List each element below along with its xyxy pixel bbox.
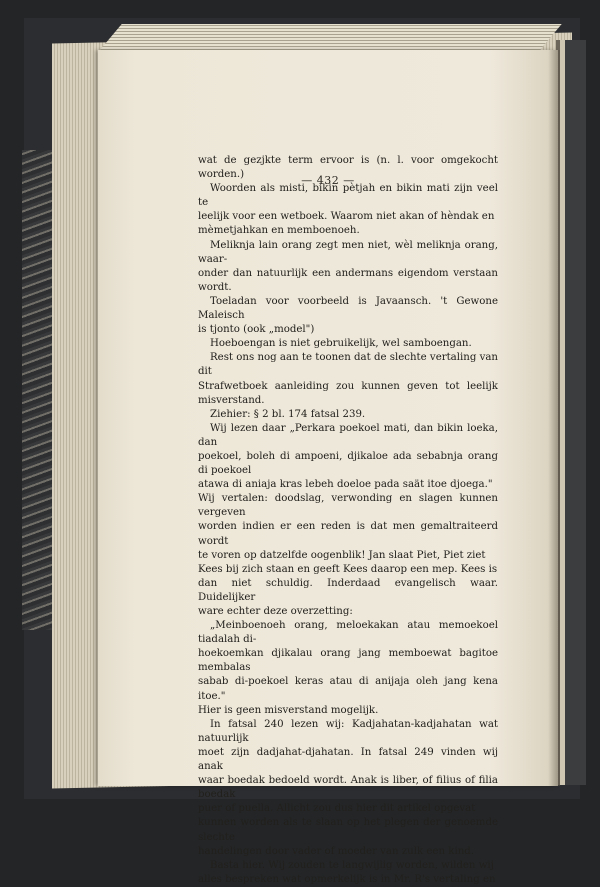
text-line: moet zijn dadjahat-djahatan. In fatsal 249 vinden wij anak: [198, 746, 498, 773]
page-number: — 432 —: [301, 174, 355, 187]
text-line: leelijk voor een wetboek. Waarom niet akan of hèndak en: [198, 211, 495, 223]
text-line: mèmetjahkan en memboenoeh.: [198, 225, 360, 237]
text-line: ware echter deze overzetting:: [198, 606, 353, 617]
text-line: Ziehier: § 2 bl. 174 fatsal 239.: [210, 408, 366, 420]
text-line: Rest ons nog aan te toonen dat de slechte vertaling van dit: [198, 352, 498, 378]
text-line: Wij vertalen: doodslag, verwonding en slagen kunnen vergeven: [198, 493, 498, 519]
text-line: kunnen worden als te slaan op het plegen der genoemde slechte: [198, 817, 498, 843]
text-line: alles bespreken wat opmerkelijk is in Mr. R's vertaling en: [198, 873, 496, 885]
text-line: wat de gezjkte term ervoor is (n. l. voor omgekocht worden.): [198, 155, 498, 181]
text-line: sabab di-poekoel keras atau di anijaja oleh jang kena itoe.": [198, 676, 498, 702]
text-line: worden indien er een reden is dat men gemaltraiteerd wordt: [198, 521, 498, 547]
text-line: waar boedak bedoeld wordt. Anak is liber, of filius of filia boedak: [198, 775, 498, 801]
text-line: Toeladan voor voorbeeld is Javaansch. 't Gewone Maleisch: [198, 295, 498, 322]
text-line: poekoel, boleh di ampoeni, djikaloe ada sebabnja orang di poekoel: [198, 450, 498, 477]
text-line: atawa di aniaja kras lebeh doeloe pada saät itoe djoega.": [198, 479, 493, 491]
text-line: Strafwetboek aanleiding zou kunnen geven tot leelijk misverstand.: [198, 380, 498, 406]
text-line: puer of puella. Allicht zou dus hier dit artikel opgevat: [198, 803, 476, 815]
text-line: Hoeboengan is niet gebruikelijk, wel samboengan.: [210, 338, 472, 350]
text-line: handelingen door vader of moeder van zulk een kind.: [198, 845, 475, 857]
book-spine-edge: [22, 150, 56, 630]
text-line: dan niet schuldig. Inderdaad evangelisch waar. Duidelijker: [198, 577, 498, 603]
text-line: „Meinboenoeh orang, meloekakan atau memoekoel tiadalah di-: [198, 620, 498, 646]
text-line: Woorden als misti, bikin pètjah en bikin mati zijn veel te: [198, 183, 498, 209]
text-line: te voren op datzelfde oogenblik! Jan slaat Piet, Piet ziet: [198, 549, 486, 561]
page-top-edges: [98, 24, 561, 52]
page-body-text: [198, 154, 498, 887]
text-line: is tjonto (ook „model"): [198, 324, 315, 336]
text-line: Basta hier. Wij zouden te langwijlig worden, wilden wij: [210, 859, 494, 871]
page-gutter-shadow: [548, 50, 560, 786]
text-line: onder dan natuurlijk een andermans eigendom verstaan wordt.: [198, 267, 498, 293]
text-line: Hier is geen misverstand mogelijk.: [198, 704, 379, 716]
text-line: Kees bij zich staan en geeft Kees daarop een mep. Kees is: [198, 563, 498, 575]
right-page-edges: [556, 40, 586, 785]
text-line: In fatsal 240 lezen wij: Kadjahatan-kadjahatan wat natuurlijk: [198, 718, 498, 744]
text-line: Meliknja lain orang zegt men niet, wèl meliknja orang, waar-: [198, 239, 498, 265]
text-line: Wij lezen daar „Perkara poekoel mati, dan bikin loeka, dan: [198, 422, 498, 448]
text-line: hoekoemkan djikalau orang jang memboewat bagitoe membalas: [198, 648, 498, 674]
